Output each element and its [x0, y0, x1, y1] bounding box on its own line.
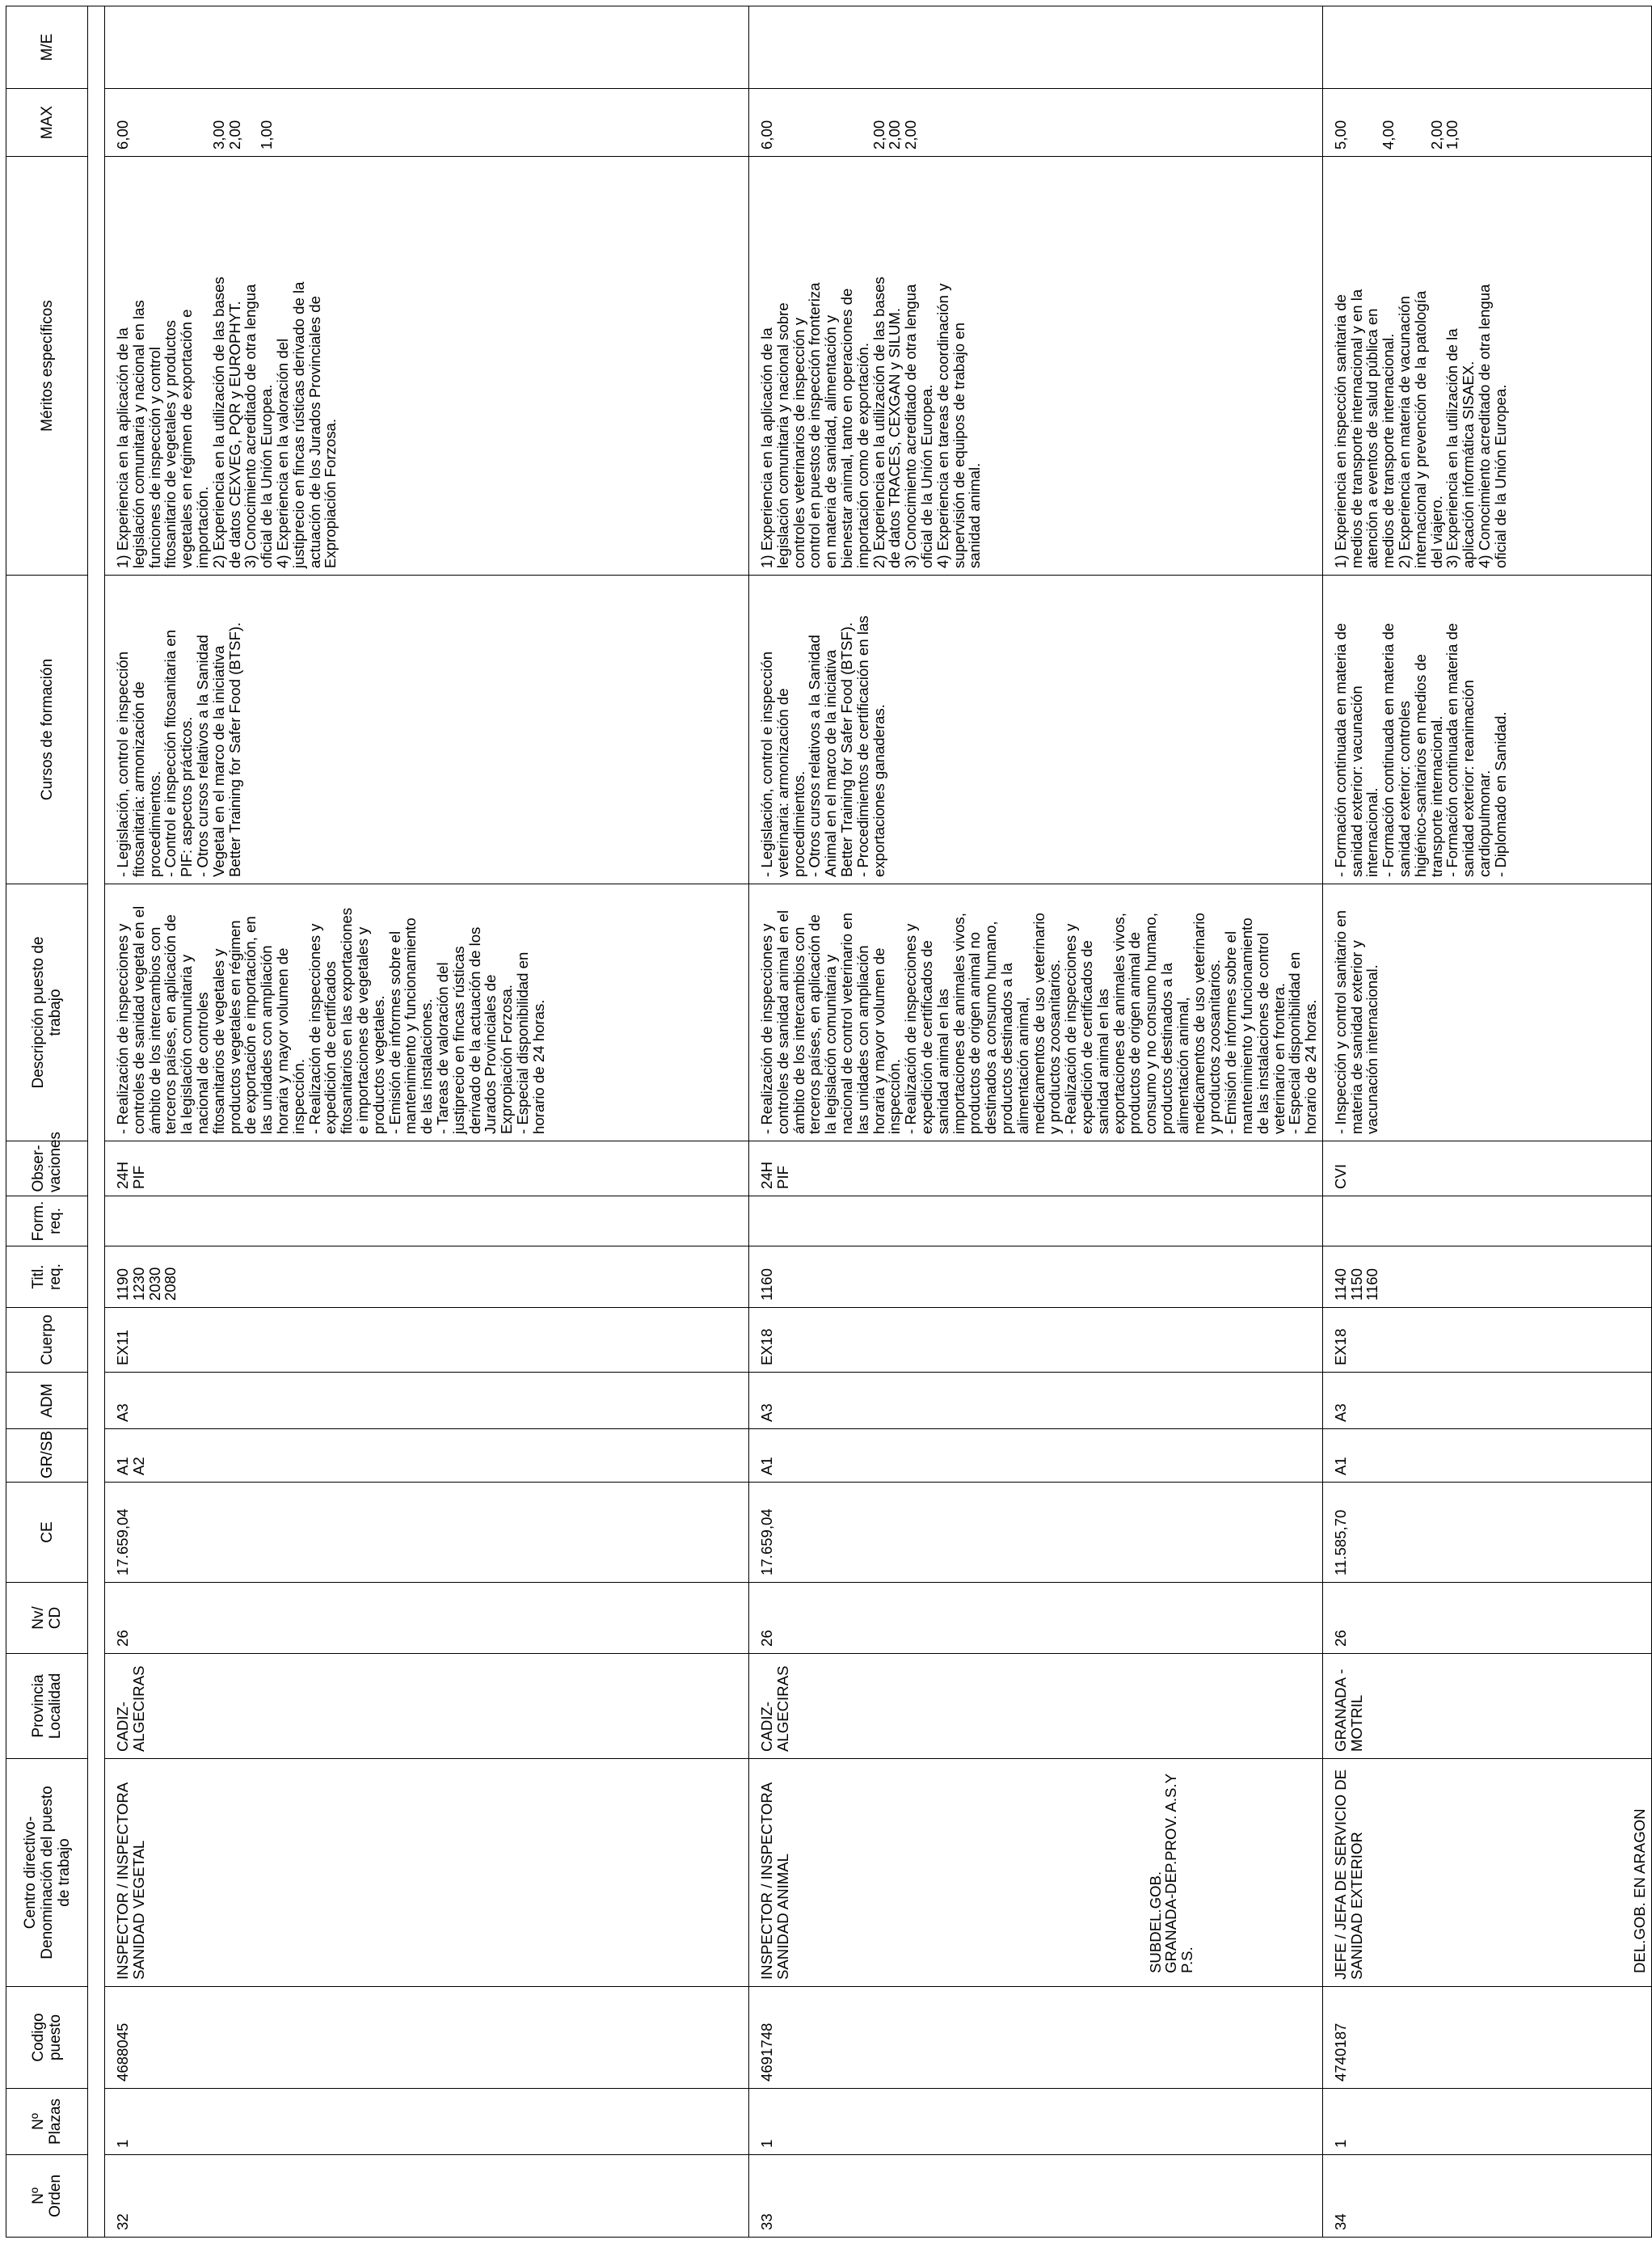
cell-provincia: CADIZ- ALGECIRAS — [749, 1654, 1323, 1759]
cell-cuerpo: EX11 — [105, 1308, 749, 1373]
cell-cursos: - Legislación, control e inspección fitosanitaria: armonización de procedimientos. - Control e inspección fitosanitaria en PIF: aspectos prácticos. - Otros cursos relativos a la Sanidad Vegetal en el marco de la iniciativa Better Training for Safer Food (BTSF). — [105, 576, 749, 884]
cell-nivel: 26 — [749, 1583, 1323, 1654]
header-codigo: Codigo puesto — [6, 1987, 88, 2089]
cell-descripcion: - Realización de inspecciones y controles de sanidad vegetal en el ámbito de los intercambios con terceros países, en aplicación de la legislación comunitaria y nacional de controles fitosanitarios de vegetales y productos vegetales en régimen de exportación e importación, en las unidades con ampliación horaria y mayor volumen de inspección. - Realización de inspecciones y expedición de certificados fitosanitarios en las exportaciones e importaciones de vegetales y productos vegetales. - Emisión de informes sobre el mantenimiento y funcionamiento de las instalaciones. - Tareas de valoración del justiprecio en fincas rústicas derivado de la actuación de los Jurados Provinciales de Expropiación Forzosa. - Especial disponibilidad en horario de 24 horas. — [105, 884, 749, 1141]
cell-observaciones: CVI — [1322, 1141, 1651, 1196]
cell-centro — [749, 1759, 1323, 1987]
cell-me — [1322, 6, 1651, 89]
centro-directivo-next: SUBDEL.GOB. GRANADA-DEP.PROV. A.S.Y P.S. — [1146, 1774, 1196, 1973]
cell-ce: 17.659,04 — [749, 1483, 1323, 1583]
cell-orden: 32 — [105, 2155, 749, 2238]
cell-descripcion: - Inspección y control sanitario en materia de sanidad exterior y vacunación internacional. — [1322, 884, 1651, 1141]
cell-nivel: 26 — [1322, 1583, 1651, 1654]
cell-plazas: 1 — [1322, 2089, 1651, 2155]
header-cursos: Cursos de formación — [6, 576, 88, 884]
cell-orden: 34 — [1322, 2155, 1651, 2238]
cell-max — [1322, 89, 1651, 157]
cell-grupo: A1 A2 — [105, 1429, 749, 1483]
header-adm: ADM — [6, 1373, 88, 1429]
max-item: 2,00 — [225, 120, 243, 150]
cell-plazas: 1 — [749, 2089, 1323, 2155]
cell-adm: A3 — [1322, 1373, 1651, 1429]
cell-cuerpo: EX18 — [749, 1308, 1323, 1373]
cell-meritos: 1) Experiencia en inspección sanitaria de medios de transporte internacional y en la atención a eventos de salud pública en medios de transporte internacional. 2) Experiencia en materia de vacunación internacional y prevención de la patología del viajero. 3) Experiencia en la utilización de la aplicación informática SISAEX. 4) Conocimiento acreditado de otra lengua oficial de la Unión Europea. — [1322, 157, 1651, 576]
cell-observaciones: 24H PIF — [749, 1141, 1323, 1196]
max-item: 2,00 — [870, 120, 887, 150]
cell-codigo: 4740187 — [1322, 1987, 1651, 2089]
cell-me — [749, 6, 1323, 89]
job-listing-sheet — [6, 6, 1649, 2238]
cell-titulacion: 1190 1230 2030 2080 — [105, 1246, 749, 1308]
header-cuerpo: Cuerpo — [6, 1308, 88, 1373]
cell-provincia: GRANADA - MOTRIL — [1322, 1654, 1651, 1759]
cell-titulacion: 1140 1150 1160 — [1322, 1246, 1651, 1308]
cell-grupo: A1 — [749, 1429, 1323, 1483]
header-titulacion: Titl. req. — [6, 1246, 88, 1308]
max-item: 2,00 — [1427, 120, 1445, 150]
header-descripcion: Descripción puesto de trabajo — [6, 884, 88, 1141]
spacer-row — [88, 6, 105, 2238]
denominacion: INSPECTOR / INSPECTORA SANIDAD VEGETAL — [114, 1782, 147, 1980]
header-grupo: GR/SB — [6, 1429, 88, 1483]
cell-codigo: 4688045 — [105, 1987, 749, 2089]
cell-ce: 11.585,70 — [1322, 1483, 1651, 1583]
cell-formacion — [749, 1196, 1323, 1246]
max-item — [242, 94, 259, 150]
centro-directivo-footer: DEL.GOB. EN ARAGON — [1631, 1808, 1649, 1973]
table-row — [105, 6, 749, 2238]
cell-descripcion: - Realización de inspecciones y controles de sanidad animal en el ámbito de los intercambios con terceros países, en aplicación de la legislación comunitaria y nacional de control veterinario en las unidades con ampliación horaria y mayor volumen de inspección. - Realización de inspecciones y expedición de certificados de sanidad animal en las importaciones de animales vivos, productos de origen animal no destinados a consumo humano, productos destinados a la alimentación animal, medicamentos de uso veterinario y productos zoosanitarios. - Realización de inspecciones y expedición de certificados de sanidad animal en las exportaciones de animales vivos, productos de origen animal de consumo y no consumo humano, productos destinados a la alimentación animal, medicamentos de uso veterinario y productos zoosanitarios. - Emisión de informes sobre el mantenimiento y funcionamiento de las instalaciones de control veterinario en frontera. - Especial disponibilidad en horario de 24 horas. — [749, 884, 1323, 1141]
cell-meritos: 1) Experiencia en la aplicación de la legislación comunitaria y nacional en las funciones de inspección y control fitosanitario de vegetales y productos vegetales en régimen de exportación e importación. 2) Experiencia en la utilización de las bases de datos CEXVEG, PQR y EUROPHYT. 3) Conocimiento acreditado de otra lengua oficial de la Unión Europea. 4) Experiencia en la valoración del justiprecio en fincas rústicas derivado de la actuación de los Jurados Provinciales de Expropiación Forzosa. — [105, 157, 749, 576]
cell-adm: A3 — [749, 1373, 1323, 1429]
header-observaciones: Obser- vaciones — [6, 1141, 88, 1196]
max-item: 2,00 — [886, 120, 904, 150]
header-orden: Nº Orden — [6, 2155, 88, 2238]
cell-cursos: - Formación continuada en materia de sanidad exterior: vacunación internacional. - Formación continuada en materia de sanidad exterior: controles higiénico-sanitarios en medios de transporte internacional. - Formación continuada en materia de sanidad exterior: reanimación cardiopulmonar. - Diplomado en Sanidad. — [1322, 576, 1651, 884]
cell-centro — [105, 1759, 749, 1987]
header-meritos: Méritos específicos — [6, 157, 88, 576]
cell-cursos: - Legislación, control e inspección veterinaria: armonización de procedimientos. - Otros cursos relativos a la Sanidad Animal en el marco de la iniciativa Better Training for Safer Food (BTSF). - Procedimientos de certificación en las exportaciones ganaderas. — [749, 576, 1323, 884]
header-max: MAX — [6, 89, 88, 157]
max-item: 1,00 — [258, 120, 276, 150]
cell-formacion — [105, 1196, 749, 1246]
header-centro: Centro directivo- Denominación del puesto de trabajo — [6, 1759, 88, 1987]
cell-max — [105, 89, 749, 157]
cell-meritos: 1) Experiencia en la aplicación de la legislación comunitaria y nacional sobre controles veterinarios de inspección y control en puestos de inspección fronteriza en materia de sanidad, alimentación y bienestar animal, tanto en operaciones de importación como de exportación. 2) Experiencia en la utilización de las bases de datos TRACES, CEXGAN y SILUM. 3) Conocimiento acreditado de otra lengua oficial de la Unión Europea. 4) Experiencia en tareas de coordinación y supervisión de equipos de trabajo en sanidad animal. — [749, 157, 1323, 576]
header-plazas: Nº Plazas — [6, 2089, 88, 2155]
denominacion: JEFE / JEFA DE SERVICIO DE SANIDAD EXTERIOR — [1331, 1769, 1365, 1980]
header-ce: CE — [6, 1483, 88, 1583]
cell-centro — [1322, 1759, 1651, 1987]
cell-ce: 17.659,04 — [105, 1483, 749, 1583]
cell-codigo: 4691748 — [749, 1987, 1323, 2089]
denominacion: INSPECTOR / INSPECTORA SANIDAD ANIMAL — [758, 1782, 791, 1980]
table-row — [749, 6, 1323, 2238]
max-item: 2,00 — [902, 120, 920, 150]
cell-me — [105, 6, 749, 89]
max-item: 1,00 — [1443, 120, 1461, 150]
table-row — [1322, 6, 1651, 2238]
job-table — [6, 6, 1652, 2238]
cell-orden: 33 — [749, 2155, 1323, 2238]
cell-formacion — [1322, 1196, 1651, 1246]
max-item: 4,00 — [1380, 120, 1397, 150]
cell-plazas: 1 — [105, 2089, 749, 2155]
cell-provincia: CADIZ- ALGECIRAS — [105, 1654, 749, 1759]
cell-observaciones: 24H PIF — [105, 1141, 749, 1196]
cell-cuerpo: EX18 — [1322, 1308, 1651, 1373]
cell-adm: A3 — [105, 1373, 749, 1429]
cell-grupo: A1 — [1322, 1429, 1651, 1483]
max-total: 6,00 — [114, 120, 131, 150]
cell-titulacion: 1160 — [749, 1246, 1323, 1308]
max-total: 5,00 — [1331, 120, 1349, 150]
max-item: 3,00 — [209, 120, 227, 150]
max-total: 6,00 — [758, 120, 775, 150]
header-provincia: Provincia Localidad — [6, 1654, 88, 1759]
header-formacion: Form. req. — [6, 1196, 88, 1246]
header-nivel: Nv/ CD — [6, 1583, 88, 1654]
cell-max — [749, 89, 1323, 157]
header-me: M/E — [6, 6, 88, 89]
header-row — [6, 6, 88, 2238]
cell-nivel: 26 — [105, 1583, 749, 1654]
